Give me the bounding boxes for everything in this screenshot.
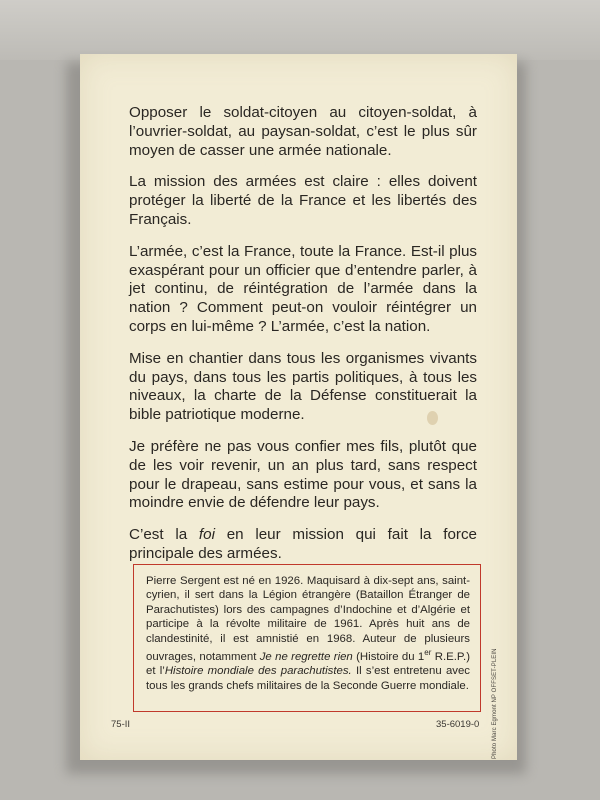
quote-6-before: C’est la bbox=[129, 526, 199, 544]
photo-credit: Photo Marc Egmont NP OFFSET-PLEIN bbox=[492, 648, 498, 759]
quotes-block bbox=[129, 104, 477, 577]
author-bio-box bbox=[133, 564, 481, 712]
book-back-cover bbox=[80, 54, 517, 760]
catalog-code-right: 35-6019-0 bbox=[436, 719, 480, 730]
background-wall bbox=[0, 0, 600, 60]
bio-part-2: (Histoire du 1 bbox=[352, 650, 425, 663]
quote-paragraph-6 bbox=[129, 526, 477, 564]
bio-title-2: Histoire mondiale des parachutistes. bbox=[164, 665, 352, 678]
bio-title-1: Je ne regrette rien bbox=[259, 650, 353, 663]
quote-6-emphasis: foi bbox=[198, 526, 215, 544]
bio-superscript: er bbox=[424, 648, 432, 658]
quote-paragraph-2: La mission des armées est claire : elles doivent protéger la liberté de la France et les libertés des Français. bbox=[129, 173, 477, 228]
quote-paragraph-4: Mise en chantier dans tous les organismes vivants du pays, dans tous les partis politiques, à tous les niveaux, la charte de la Défense constituerait la bible patriotique moderne. bbox=[129, 349, 477, 424]
quote-paragraph-3: L’armée, c’est la France, toute la France. Est-il plus exaspérant pour un officier que d’entendre parler, à jet continu, de réintégration de l’armée dans la nation ? Comment peut-on vouloir réintégrer un corps en lui-même ? L’armée, c’est la nation. bbox=[129, 242, 477, 335]
quote-6-after: en leur mission qui fait la force principale des armées. bbox=[129, 526, 477, 562]
author-bio-text bbox=[146, 574, 470, 693]
bio-part-3: R.E.P.) et l’ bbox=[146, 650, 471, 678]
bio-part-1: Pierre Sergent est né en 1926. Maquisard à dix-sept ans, saint-cyrien, il sert dans la Légion étrangère (Bataillon Étranger de Parachutistes) lors des campagnes d’Indochine et d’Algérie et participe à la révolte militaire de 1961. Après huit ans de clandestinité, il est amnistié en 1968. Auteur de plusieurs ouvrages, notamment bbox=[146, 575, 470, 663]
quote-paragraph-1: Opposer le soldat-citoyen au citoyen-soldat, à l’ouvrier-soldat, au paysan-soldat, c’est le plus sûr moyen de casser une armée nationale. bbox=[129, 104, 477, 159]
catalog-code-left: 75-II bbox=[111, 719, 131, 730]
bio-part-4: Il s’est entretenu avec tous les grands chefs militaires de la Seconde Guerre mondiale. bbox=[146, 665, 470, 692]
quote-paragraph-5: Je préfère ne pas vous confier mes fils, plutôt que de les voir revenir, un an plus tard, sans respect pour le drapeau, sans estime pour vous, et sans la moindre envie de défendre leur pays. bbox=[129, 437, 477, 512]
